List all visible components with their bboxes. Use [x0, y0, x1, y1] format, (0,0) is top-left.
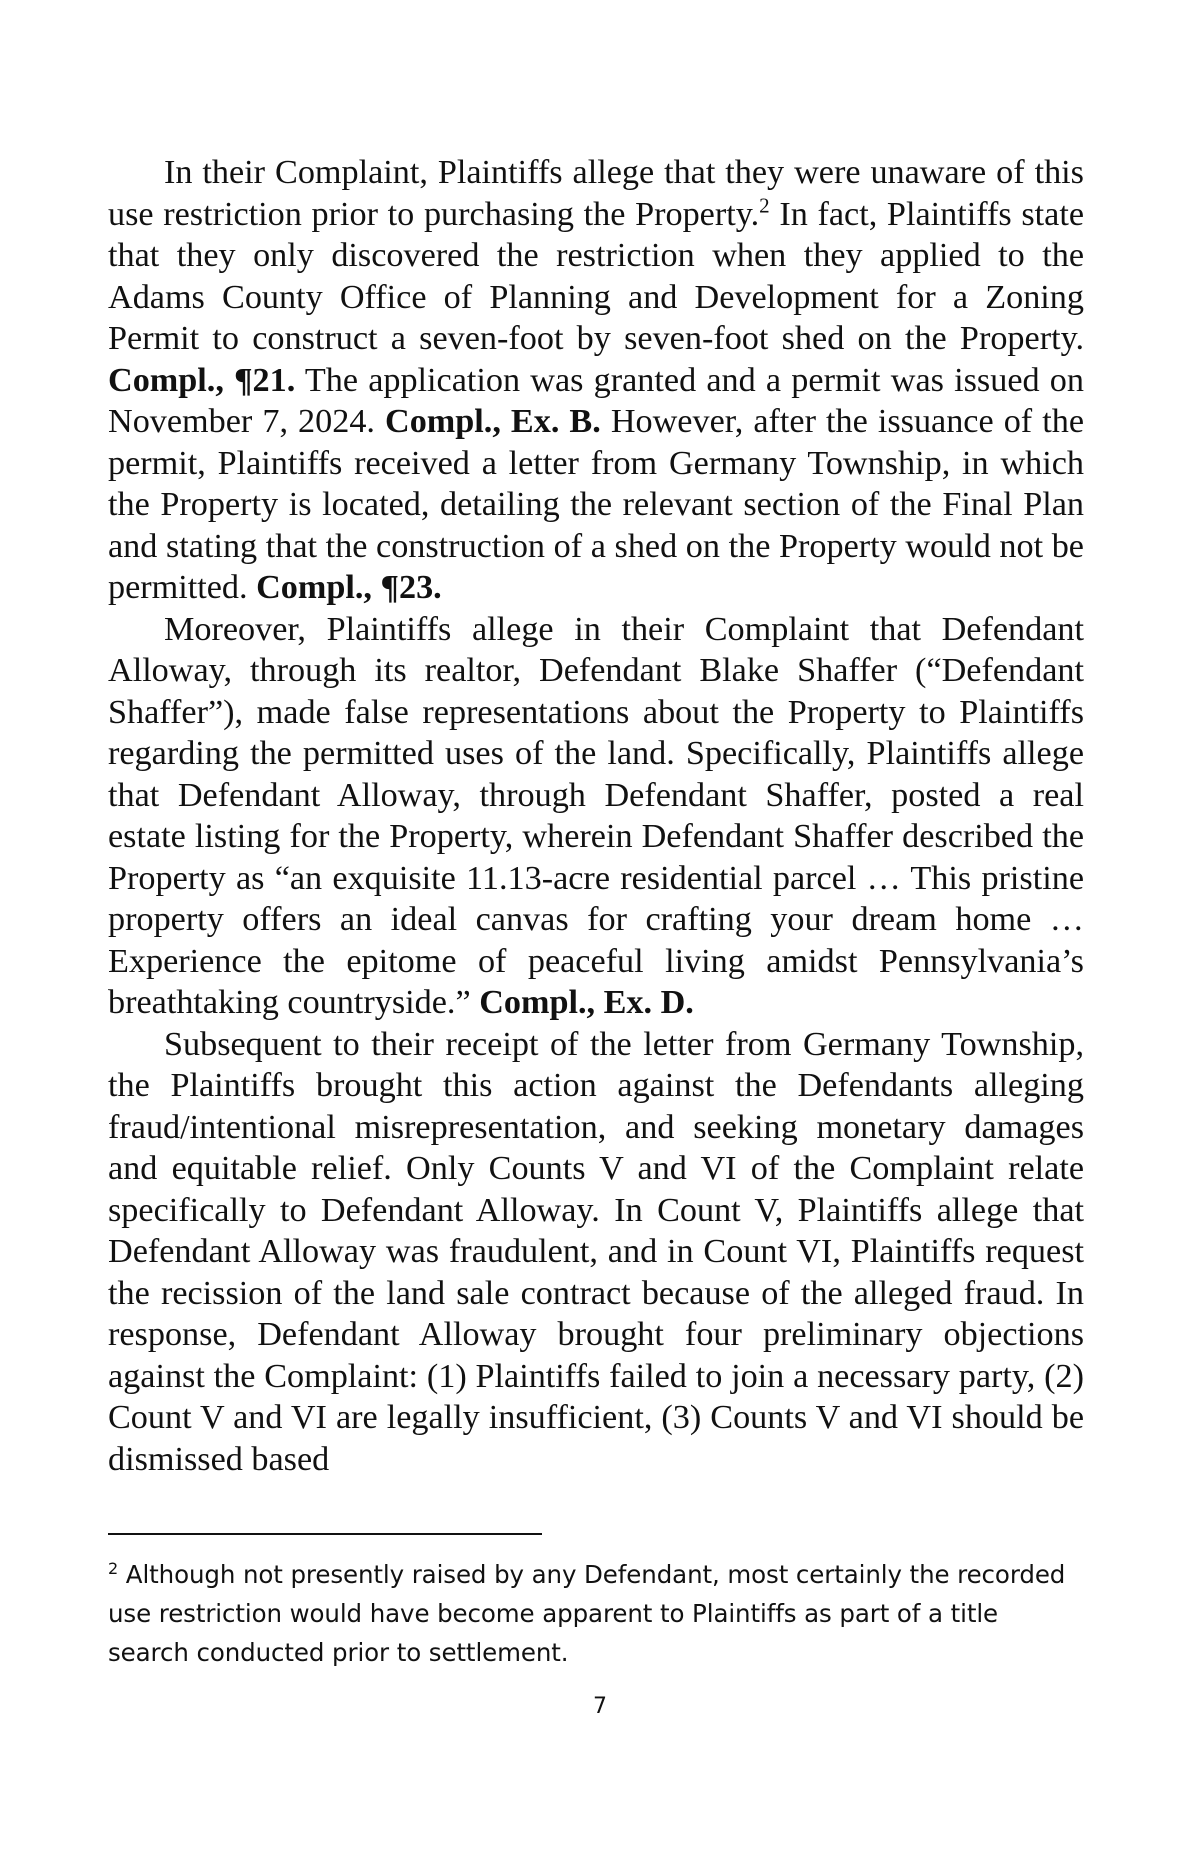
citation-compl-ex-b: Compl., Ex. B.: [385, 403, 601, 440]
paragraph-2: [108, 609, 1084, 1024]
footnote-separator: [108, 1533, 542, 1535]
footnote-reference[interactable]: 2: [759, 193, 770, 218]
paragraph-1-text-2: In fact, Plaintiffs state that they only discovered the restriction when they applied to the Adams County Office of Planning and Development for a Zoning Permit to construct a seven-foot by seven-foot shed on the Property.: [108, 195, 1084, 357]
paragraph-3: [108, 1024, 1084, 1481]
paragraph-1-text-1: In their Complaint, Plaintiffs allege that they were unaware of this use restriction prior to purchasing the Property.: [108, 154, 1084, 233]
citation-compl-23: Compl., ¶23.: [256, 569, 442, 606]
citation-compl-ex-d: Compl., Ex. D.: [479, 984, 694, 1021]
paragraph-2-text-1: Moreover, Plaintiffs allege in their Complaint that Defendant Alloway, through its realtor, Defendant Blake Shaffer (“Defendant Shaffer”), made false representations about the Property to Plaintiffs regarding the permitted uses of the land. Specifically, Plaintiffs allege that Defendant Alloway, through Defendant Shaffer, posted a real estate listing for the Property, wherein Defendant Shaffer described the Property as “an exquisite 11.13-acre residential parcel … This pristine property offers an ideal canvas for crafting your dream home … Experience the epitome of peaceful living amidst Pennsylvania’s breathtaking countryside.”: [108, 610, 1084, 1021]
paragraph-1-text-4: However, after the issuance of the permit, Plaintiffs received a letter from Germany Township, in which the Property is located, detailing the relevant section of the Final Plan and stating that the construction of a shed on the Property would not be permitted.: [108, 403, 1084, 606]
page-number: 7: [593, 1694, 607, 1719]
footnote-2: [108, 1555, 1084, 1672]
footnote-text: Although not presently raised by any Defendant, most certainly the recorded use restriction would have become apparent to Plaintiffs as part of a title search conducted prior to settlement.: [108, 1560, 1066, 1667]
footnote-marker: 2: [108, 1558, 119, 1578]
body-text: [108, 152, 1084, 1480]
paragraph-1: [108, 152, 1084, 609]
paragraph-1-text-3: The application was granted and a permit was issued on November 7, 2024.: [108, 361, 1084, 440]
page-body: [108, 152, 1084, 1480]
citation-compl-21: Compl., ¶21.: [108, 361, 296, 399]
paragraph-3-text-1: Subsequent to their receipt of the letter from Germany Township, the Plaintiffs brought this action against the Defendants alleging fraud/intentional misrepresentation, and seeking monetary damages and equitable relief. Only Counts V and VI of the Complaint relate specifically to Defendant Alloway. In Count V, Plaintiffs allege that Defendant Alloway was fraudulent, and in Count VI, Plaintiffs request the recission of the land sale contract because of the alleged fraud. In response, Defendant Alloway brought four preliminary objections against the Complaint: (1) Plaintiffs failed to join a necessary party, (2) Count V and VI are legally insufficient, (3) Counts V and VI should be dismissed based: [108, 1025, 1084, 1478]
